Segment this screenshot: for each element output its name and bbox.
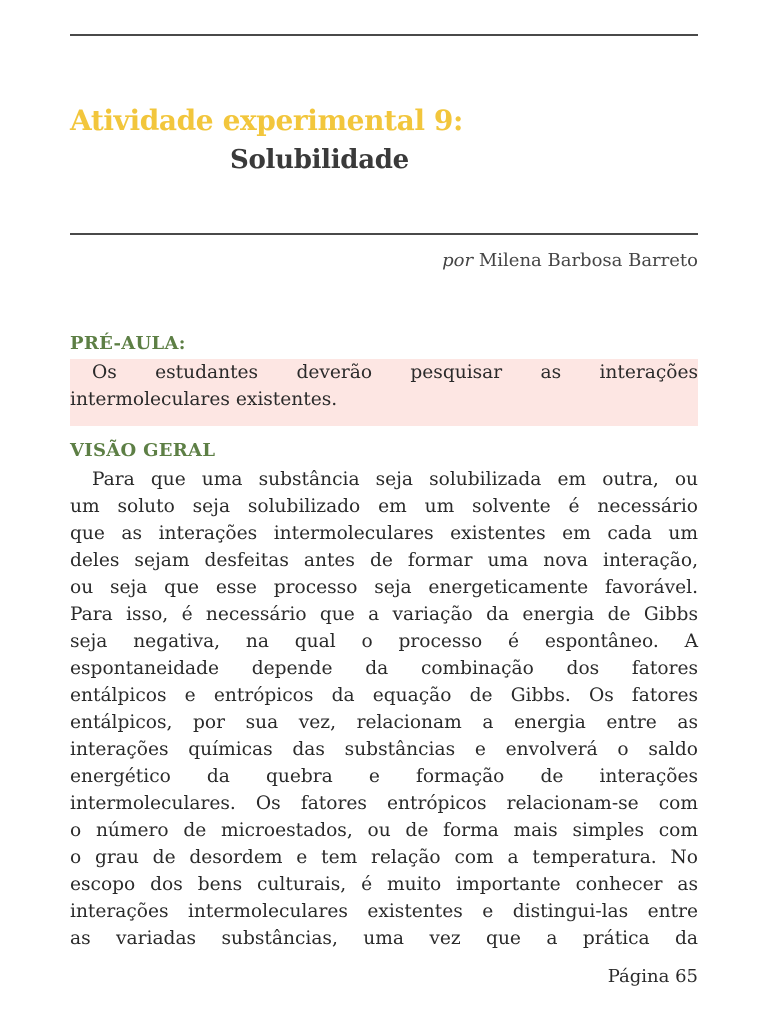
author-name: Milena Barbosa Barreto (473, 250, 698, 271)
paragraph-line: Para que uma substância seja solubilizada em outra, ou (92, 469, 698, 490)
paragraph-line: espontaneidade depende da combinação dos fatores (70, 658, 698, 679)
paragraph-line: interações intermoleculares existentes e distingui-las entre (70, 901, 698, 922)
paragraph-line: energético da quebra e formação de interações (70, 766, 698, 787)
activity-subtitle: Solubilidade (230, 145, 409, 175)
paragraph-line: entálpicos, por sua vez, relacionam a energia entre as (70, 712, 698, 733)
pre-aula-heading: PRÉ-AULA: (70, 333, 186, 354)
title-rule (70, 233, 698, 235)
paragraph-line: intermoleculares. Os fatores entrópicos relacionam-se com (70, 793, 698, 814)
paragraph-line: deles sejam desfeitas antes de formar uma nova interação, (70, 550, 698, 571)
top-rule (70, 34, 698, 36)
pre-aula-line: Os estudantes deverão pesquisar as interações (92, 362, 698, 383)
author-prefix: por (442, 250, 474, 271)
paragraph-line: o grau de desordem e tem relação com a temperatura. No (70, 847, 698, 868)
paragraph-line: escopo dos bens culturais, é muito importante conhecer as (70, 874, 698, 895)
paragraph-line: o número de microestados, ou de forma mais simples com (70, 820, 698, 841)
paragraph-line: seja negativa, na qual o processo é espontâneo. A (70, 631, 698, 652)
pre-aula-line: intermoleculares existentes. (70, 389, 338, 410)
paragraph-line: Para isso, é necessário que a variação da energia de Gibbs (70, 604, 698, 625)
activity-title: Atividade experimental 9: (70, 104, 463, 137)
paragraph-line: entálpicos e entrópicos da equação de Gibbs. Os fatores (70, 685, 698, 706)
visao-geral-heading: VISÃO GERAL (70, 440, 216, 461)
paragraph-line: que as interações intermoleculares existentes em cada um (70, 523, 698, 544)
paragraph-line: um soluto seja solubilizado em um solvente é necessário (70, 496, 698, 517)
paragraph-line: interações químicas das substâncias e envolverá o saldo (70, 739, 698, 760)
paragraph-line: ou seja que esse processo seja energeticamente favorável. (70, 577, 698, 598)
author-byline (442, 250, 698, 271)
page-number: Página 65 (607, 966, 698, 987)
paragraph-line: as variadas substâncias, uma vez que a prática da (70, 928, 698, 949)
